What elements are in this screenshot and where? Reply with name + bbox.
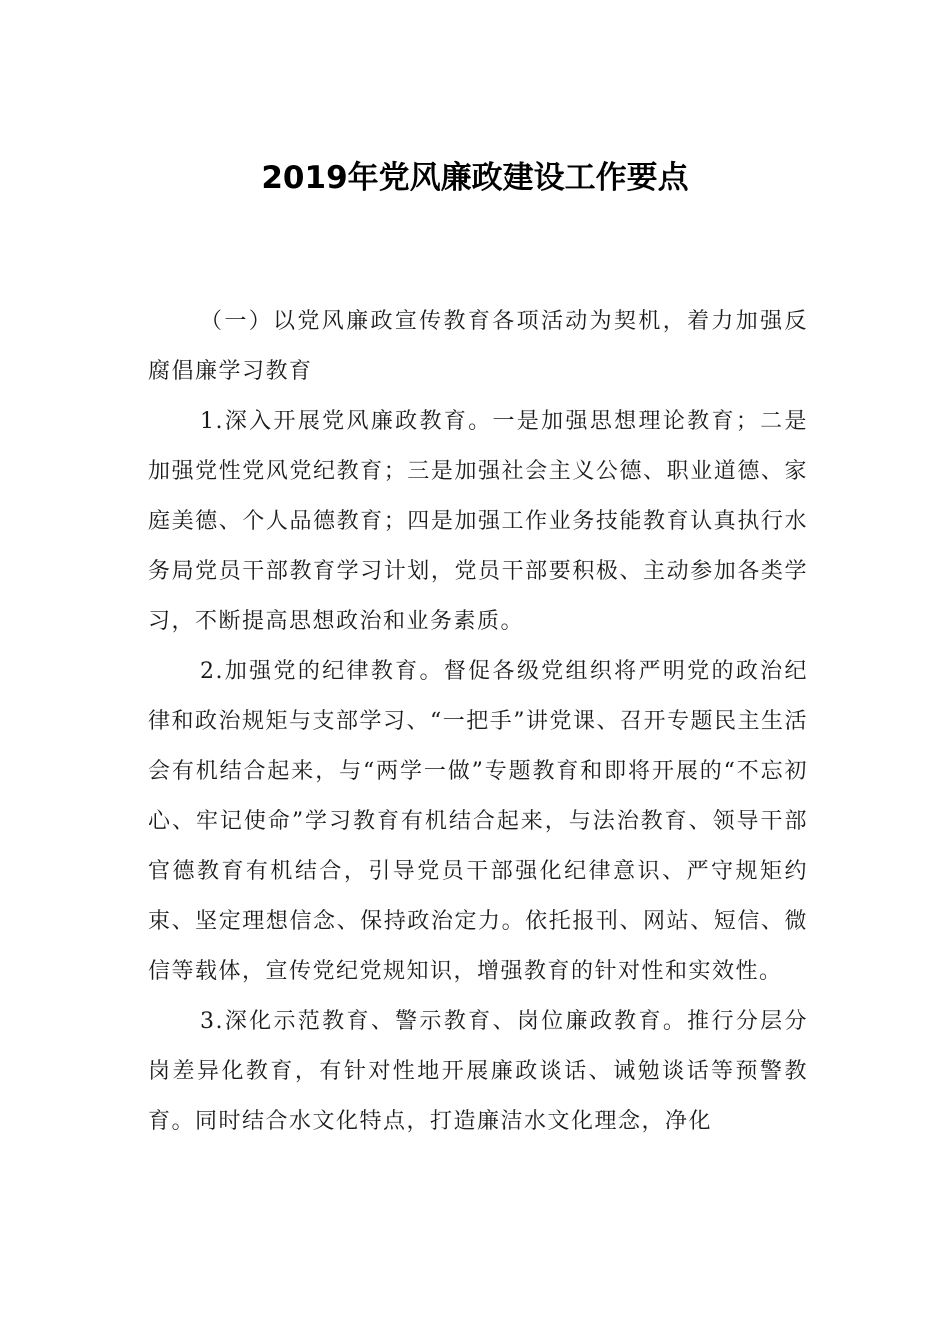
document-body bbox=[148, 297, 808, 1147]
paragraph-2: 2.加强党的纪律教育。督促各级党组织将严明党的政治纪律和政治规矩与支部学习、“一把手”讲党课、召开专题民主生活会有机结合起来，与“两学一做”专题教育和即将开展的“不忘初心、牢记使命”学习教育有机结合起来，与法治教育、领导干部官德教育有机结合，引导党员干部强化纪律意识、严守规矩约束、坚定理想信念、保持政治定力。依托报刊、网站、短信、微信等载体，宣传党纪党规知识，增强教育的针对性和实效性。 bbox=[148, 659, 808, 984]
paragraph-1: 1.深入开展党风廉政教育。一是加强思想理论教育；二是加强党性党风党纪教育；三是加强社会主义公德、职业道德、家庭美德、个人品德教育；四是加强工作业务技能教育认真执行水务局党员干部教育学习计划，党员干部要积极、主动参加各类学习，不断提高思想政治和业务素质。 bbox=[148, 409, 808, 634]
paragraph-3: 3.深化示范教育、警示教育、岗位廉政教育。推行分层分岗差异化教育，有针对性地开展廉政谈话、诫勉谈话等预警教育。同时结合水文化特点，打造廉洁水文化理念，净化 bbox=[148, 1009, 808, 1134]
document-title: 2019年党风廉政建设工作要点 bbox=[261, 160, 689, 196]
section-heading: （一）以党风廉政宣传教育各项活动为契机，着力加强反腐倡廉学习教育 bbox=[148, 309, 808, 384]
